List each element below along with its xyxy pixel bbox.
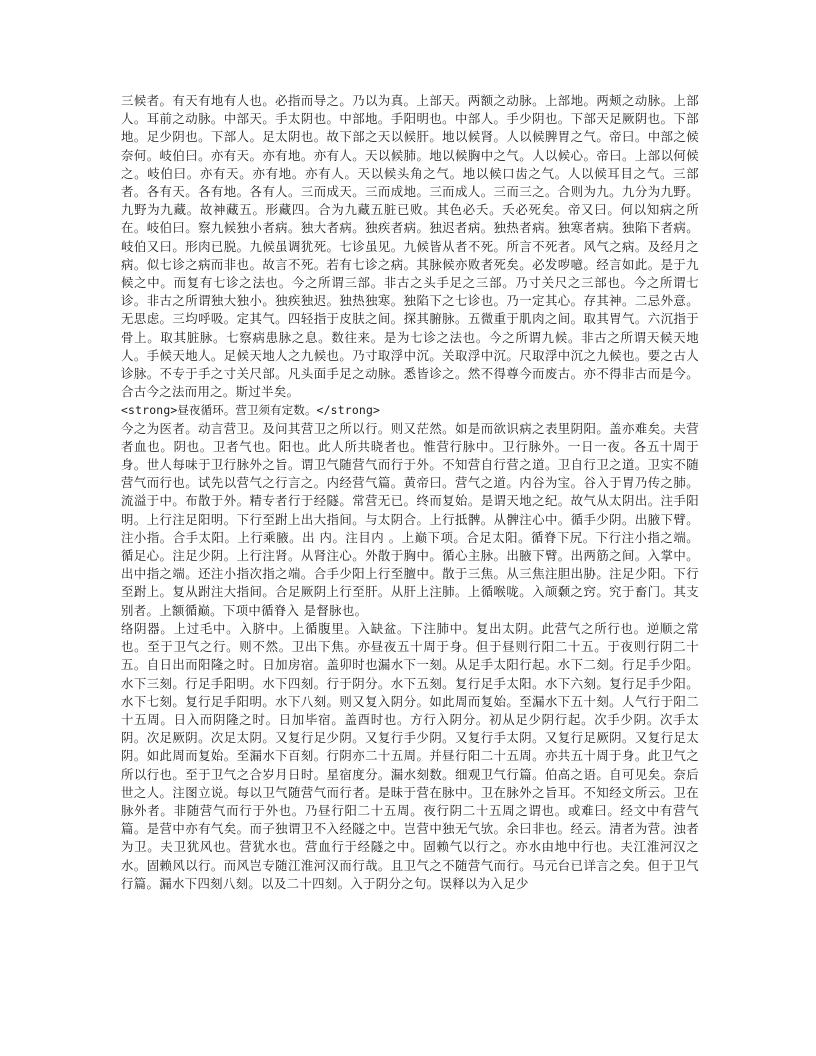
document-page [121,92,699,893]
paragraph-2: 今之为医者。动言营卫。及问其营卫之所以行。则又茫然。如是而欲识病之表里阴阳。盖亦难矣。夫营者血也。阴也。卫者气也。阳也。此人所共晓者也。惟营行脉中。卫行脉外。一日一夜。各五十周于身。世人每味于卫行脉外之旨。谓卫气随营气而行于外。不知营自行营之道。卫自行卫之道。卫实不随营气而行也。试先以营气之行言之。内经营气篇。黄帝曰。营气之道。内谷为宝。谷入于胃乃传之肺。流溢于中。布散于外。精专者行于经隧。常营无已。终而复始。是谓天地之纪。故气从太阴出。注手阳明。上行注足阳明。下行至跗上出大指间。与太阴合。上行抵髀。从髀注心中。循手少阴。出腋下臂。注小指。合手太阳。上行乘腋。出 内。注目内 。上巅下项。合足太阳。循脊下尻。下行注小指之端。循足心。注足少阴。上行注肾。从肾注心。外散于胸中。循心主脉。出腋下臂。出两筋之间。入掌中。出中指之端。还注小指次指之端。合手少阳上行至膻中。散于三焦。从三焦注胆出胁。注足少阳。下行至跗上。复从跗注大指间。合足厥阴上行至肝。从肝上注肺。上循喉咙。入颃颡之窍。究于畜门。其支别者。上额循巅。下项中循脊入 是督脉也。 [121,420,699,618]
paragraph-1: 三候者。有天有地有人也。必指而导之。乃以为真。上部天。两额之动脉。上部地。两颊之动脉。上部人。耳前之动脉。中部天。手太阴也。中部地。手阳明也。中部人。手少阴也。下部天足厥阴也。下部地。足少阴也。下部人。足太阴也。故下部之天以候肝。地以候肾。人以候脾胃之气。帝曰。中部之候奈何。岐伯曰。亦有天。亦有地。亦有人。天以候肺。地以候胸中之气。人以候心。帝曰。上部以何候之。岐伯曰。亦有天。亦有地。亦有人。天以候头角之气。地以候口齿之气。人以候耳目之气。三部者。各有天。各有地。各有人。三而成天。三而成地。三而成人。三而三之。合则为九。九分为九野。九野为九藏。故神藏五。形藏四。合为九藏五脏已败。其色必夭。夭必死矣。帝又曰。何以知病之所在。岐伯曰。察九候独小者病。独大者病。独疾者病。独迟者病。独热者病。独寒者病。独陷下者病。岐伯又曰。形肉已脱。九候虽调犹死。七诊虽见。九候皆从者不死。所言不死者。风气之病。及经月之病。似七诊之病而非也。故言不死。若有七诊之病。其脉候亦败者死矣。必发哕噫。经言如此。是于九候之中。而复有七诊之法也。今之所谓三部。非古之头手足之三部。乃寸关尺之三部也。今之所谓七诊。非古之所谓独大独小。独疾独迟。独热独寒。独陷下之七诊也。乃一定其心。存其神。二忌外意。无思虑。三均呼吸。定其气。四轻指于皮肤之间。探其腑脉。五微重于肌肉之间。取其胃气。六沉指于骨上。取其脏脉。七察病患脉之息。数往来。是为七诊之法也。今之所谓九候。非古之所谓天候天地人。手候天地人。足候天地人之九候也。乃寸取浮中沉。关取浮中沉。尺取浮中沉之九候也。要之古人诊脉。不专于手之寸关尺部。凡头面手足之动脉。悉皆诊之。然不得尊今而废古。亦不得非古而是今。合古今之法而用之。斯过半矣。 [121,93,699,400]
paragraph-3: 络阴器。上过毛中。入脐中。上循腹里。入缺盆。下注肺中。复出太阴。此营气之所行也。逆顺之常也。至于卫气之行。则不然。卫出下焦。亦昼夜五十周于身。但于昼则行阳二十五。于夜则行阴二十五。自日出而阳隆之时。日加房宿。盖卯时也漏水下一刻。从足手太阳行起。水下二刻。行足手少阳。水下三刻。行足手阳明。水下四刻。行于阴分。水下五刻。复行足手太阳。水下六刻。复行足手少阳。水下七刻。复行足手阳明。水下八刻。则又复入阴分。如此周而复始。至漏水下五十刻。人气行于阳二十五周。日入而阴隆之时。日加毕宿。盖酉时也。方行入阴分。初从足少阴行起。次手少阴。次手太阴。次足厥阴。次足太阴。又复行足少阴。又复行手少阴。又复行手太阴。又复行足厥阴。又复行足太阴。如此周而复始。至漏水下百刻。行阴亦二十五周。并昼行阳二十五周。亦共五十周于身。此卫气之所以行也。至于卫气之合岁月日时。星宿度分。漏水刻数。细观卫气行篇。伯高之语。自可见矣。奈后世之人。注图立说。每以卫气随营气而行者。是昧于营在脉中。卫在脉外之旨耳。不知经文所云。卫在脉外者。非随营气而行于外也。乃昼行阳二十五周。夜行阴二十五周之谓也。或难曰。经文中有营气篇。是营中亦有气矣。而子独谓卫不入经隧之中。岂营中独无气欤。余曰非也。经云。清者为营。浊者为卫。夫卫犹风也。营犹水也。营血行于经隧之中。固赖气以行之。亦水由地中行也。夫江淮河汉之水。固赖风以行。而风岂专随江淮河汉而行哉。且卫气之不随营气而行。马元台已详言之矣。但于卫气行篇。漏水下四刻八刻。以及二十四刻。入于阴分之句。误释以为入足少 [121,620,699,891]
section-heading: <strong>昼夜循环。营卫须有定数。</strong> [121,403,381,418]
